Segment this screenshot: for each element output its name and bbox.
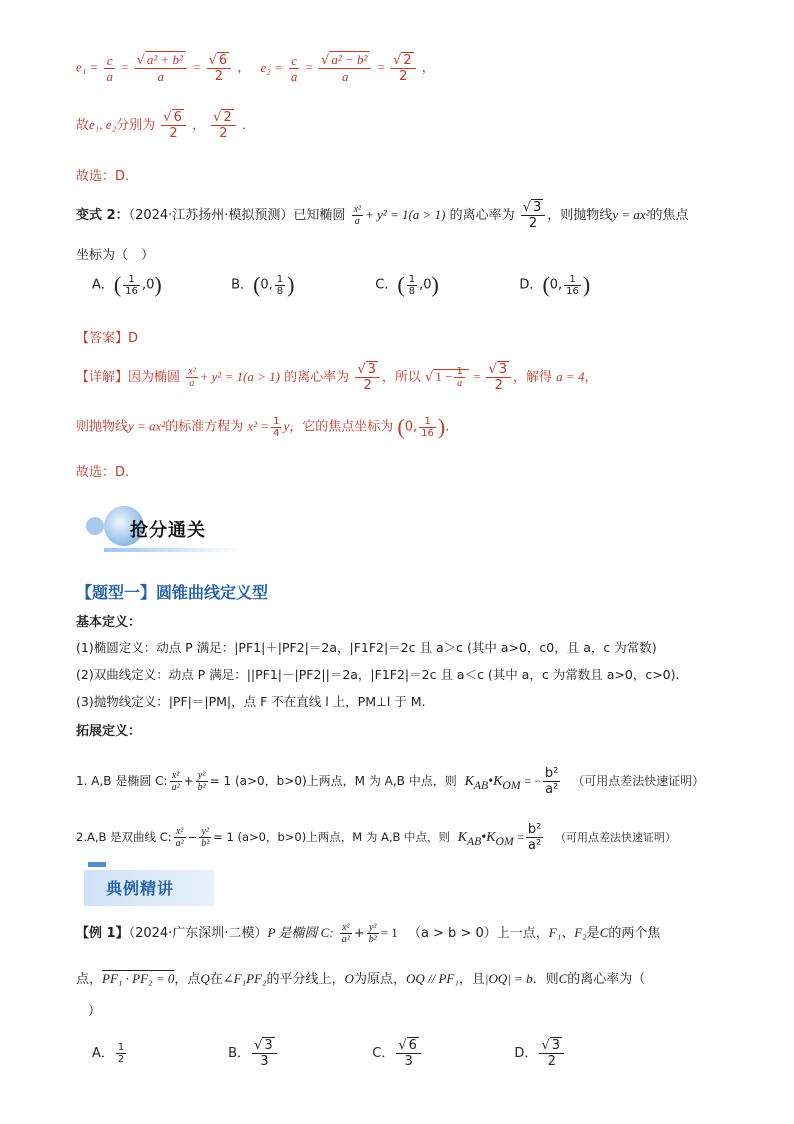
variant2-final: 故选：D.: [76, 465, 130, 480]
type1-def2: (2)双曲线定义：动点 P 满足：||PF1|－|PF2||＝2a，|F1F2|＝2c 且 a＜c (其中 a，c 为常数且 a>0，c>0).: [76, 667, 680, 682]
example-header-banner: [84, 862, 214, 906]
option-c[interactable]: C．( $\frac{1}{8}$ ,0): [375, 272, 439, 297]
fraction-sqrt6-over-2: $\frac{√ 6}{2}$: [207, 53, 232, 84]
ex1-option-c[interactable]: C． $\frac{√ 6}{3}$: [372, 1038, 510, 1069]
type1-def1: (1)椭圆定义：动点 P 满足：|PF1|＋|PF2|＝2a，|F1F2|＝2c 且 a＞c (其中 a>0，c0，且 a，c 为常数): [76, 640, 657, 655]
fraction-x2-over-a: $\frac{\text{x²}}{a}$: [353, 204, 362, 227]
fraction-sqrt2-over-2: $\frac{√ 2}{2}$: [391, 53, 416, 84]
fraction-sqrt2-over-2-b: $\frac{√ 2}{2}$: [211, 110, 236, 141]
ex1-option-d[interactable]: D． $\frac{√ 3}{2}$: [514, 1038, 634, 1069]
option-a[interactable]: A．( $\frac{1}{16}$ ,0): [92, 272, 162, 297]
e-values-summary: 故e₁, e₂分别为 $\frac{√ 6}{2}$ ， $\frac{√ 2}{2}$ ．: [76, 110, 255, 141]
variant2-answer: 【答案】D: [76, 331, 139, 346]
example1-options: [92, 1038, 634, 1069]
variant2-options: [92, 272, 659, 298]
section-title: 抢分通关: [130, 520, 206, 541]
e-values-line: e₁ = $\frac{c}{a}$ = $\frac{\text{√ a² + b²}}{a}$ = $\frac{√ 6}{2}$ ， e₂ = $\frac{c}{a}$ = $\frac{\text{√ a² − b²}}{a}$ = $\frac{√ 2}{2}$ ，: [76, 52, 435, 84]
option-b[interactable]: B．(0, $\frac{1}{8}$ ): [231, 272, 295, 297]
example1-line2: 点，PF₁ · PF₂ = 0，点Q在∠F₁PF₂的平分线上，O为原点，OQ // PF₁，且|OQ| = b．则C的离心率为（: [76, 971, 646, 987]
ex1-option-b[interactable]: B． $\frac{√ 3}{3}$: [228, 1038, 368, 1069]
fraction-sqrt-diff: $\frac{\text{√ a² − b²}}{a}$: [319, 52, 371, 84]
type1-ext2: 2.A,B 是双曲线 C: $\frac{\text{x²}}{\text{a²}}$ − $\frac{\text{y²}}{\text{b²}}$ = 1 (a>0，b>0)上两点，M 为 A,B 中点，则 $K_{AB}•K_{OM}$ = $\frac{\text{b²}}{\text{a²}}$ （可用点差法快速证明）: [76, 822, 676, 853]
fraction-sqrt-sum: $\frac{\text{√ a² + b²}}{a}$: [135, 52, 187, 84]
e2-label: e₂ =: [260, 59, 283, 75]
type1-basic: 基本定义：: [76, 615, 142, 630]
e1-label: e₁ =: [76, 59, 99, 75]
section-header-banner: [84, 506, 244, 554]
type1-def3: (3)抛物线定义：|PF|＝|PM|，点 F 不在直线 l 上，PM⊥l 于 M.: [76, 694, 426, 709]
type1-title: 【题型一】圆锥曲线定义型: [76, 583, 269, 602]
example1-line1: 【例 1】（2024·广东深圳·二模）P 是椭圆 C: $\frac{\text{x²}}{\text{a²}}$ + $\frac{\text{y²}}{\text{b²}}$ = 1 （a > b > 0）上一点，F₁、F₂是C的两个焦: [76, 922, 661, 945]
fraction-sqrt3-over-2: $\frac{√ 3}{2}$: [521, 200, 546, 231]
example-header-title: 典例精讲: [106, 879, 175, 898]
option-d[interactable]: D．(0, $\frac{1}{16}$ ): [519, 272, 591, 297]
sqrt-expression: √ 1 − $\frac{1}{a}$: [425, 369, 469, 385]
variant2-question: 变式 2：（2024·江苏扬州·模拟预测）已知椭圆 $\frac{\text{x²}}{a}$ + y² = 1(a > 1) 的离心率为 $\frac{√ 3}{2}$ ，则抛物线y = ax²的焦点: [76, 200, 689, 231]
ex1-option-a[interactable]: A． $\frac{1}{2}$: [92, 1042, 125, 1065]
variant2-question-cont: 坐标为（ ）: [76, 248, 155, 263]
fraction-c-over-a-2: $\frac{c}{a}$: [290, 52, 298, 84]
fraction-c-over-a: $\frac{c}{a}$: [106, 52, 113, 84]
answer-line-1: 故选：D．: [76, 169, 139, 184]
type1-ext: 拓展定义：: [76, 724, 142, 739]
variant2-detail-line1: 【详解】因为椭圆 $\frac{\text{x²}}{a}$ + y² = 1(a > 1) 的离心率为 $\frac{√ 3}{2}$ ，所以 √ 1 − $\frac{1}{a}$ = $\frac{√ 3}{2}$ ，解得 a = 4，: [76, 362, 598, 393]
example-header-bar-icon: [88, 862, 106, 867]
variant2-detail-line2: 则抛物线y = ax²的标准方程为 x² = $\frac{1}{4}$ y，它的焦点坐标为 (0, $\frac{1}{16}$ ).: [76, 414, 450, 439]
type1-ext1: 1. A,B 是椭圆 C: $\frac{\text{x²}}{\text{a²}}$ + $\frac{\text{y²}}{\text{b²}}$ = 1 (a>0，b>0)上两点，M 为 A,B 中点，则 $K_{AB}•K_{OM}$ = − $\frac{\text{b²}}{\text{a²}}$ （可用点差法快速证明）: [76, 766, 705, 797]
example1-line3: ）: [88, 1004, 102, 1019]
fraction-sqrt6-over-2-b: $\frac{√ 6}{2}$: [161, 110, 186, 141]
